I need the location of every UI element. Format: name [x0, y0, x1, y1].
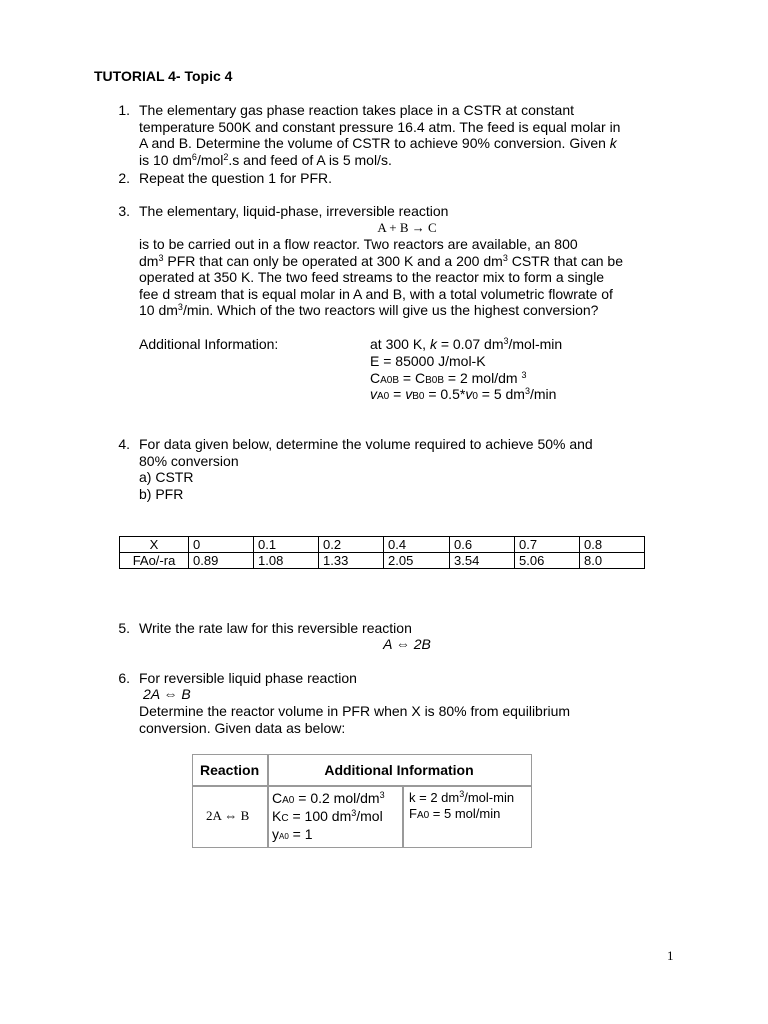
q6-text: Determine the reactor volume in PFR when X is 80% from equilibrium conversion. Given data as below: — [139, 703, 571, 736]
table-header-fao-ra: FAo/-ra — [120, 553, 189, 569]
q6-intro: For reversible liquid phase reaction — [139, 670, 357, 686]
q1-line2: temperature 500K and constant pressure 16.4 atm. The feed is equal molar in — [139, 118, 621, 135]
q5-number: 5. — [118, 620, 130, 636]
q1-text — [139, 102, 675, 168]
table-row — [120, 537, 645, 553]
document-title: TUTORIAL 4- Topic 4 — [94, 68, 233, 84]
q1-line3: A and B. Determine the volume of CSTR to achieve 90% conversion. Given k — [139, 135, 617, 151]
table-cell: 1.33 — [319, 553, 384, 569]
q4-text: For data given below, determine the volume required to achieve 50% and 80% conversion a) CSTR b) PFR — [139, 436, 675, 502]
q1-line4: is 10 $dm^6/mol^2.s$ and feed of A is 5 mol/s. — [139, 151, 392, 168]
box-kc: KC = 100 $dm^3$/mol — [272, 808, 383, 824]
q3-text: is to be carried out in a flow reactor. Two reactors are available, an 800 $dm^3$ PFR that can only be operated at 300 K and a 200 $dm^3$ CSTR that can be operated at 350 K. The two feed streams to the reactor mix to form a single fee d stream that is equal molar in A and B, with a total volumetric flowrate of 10 $dm^3/\min$. Which of the two reactors will give us the highest conversion? — [139, 236, 623, 318]
box-header-additional-info: Additional Information — [324, 762, 474, 778]
table-cell: 8.0 — [580, 553, 645, 569]
table-header-x: X — [120, 537, 189, 553]
q3-reaction: A + B → C — [377, 220, 437, 235]
q6-reaction: 2A ⇔ B — [143, 686, 191, 702]
box-ca0: CA0 = 0.2 mol/$dm^3$ — [272, 790, 385, 806]
q3-ai-flowrate: vA0 = vB0 = 0.5*v0 = 5 $dm^3/\min$ — [370, 386, 557, 402]
table-cell: 3.54 — [450, 553, 515, 569]
q2-text: Repeat the question 1 for PFR. — [139, 170, 332, 186]
table-cell: 0 — [189, 537, 254, 553]
q3-number: 3. — [118, 203, 130, 219]
table-cell: 0.2 — [319, 537, 384, 553]
q1-line1: The elementary gas phase reaction takes place in a CSTR at constant — [139, 102, 575, 118]
table-row — [120, 553, 645, 569]
table-cell: 0.1 — [254, 537, 319, 553]
q3-ai-activation-energy: E = 85000 J/mol-K — [370, 353, 486, 369]
box-header-reaction: Reaction — [200, 762, 260, 778]
q4-option-b: b) PFR — [139, 485, 184, 502]
table-cell: 0.7 — [515, 537, 580, 553]
table-cell: 0.89 — [189, 553, 254, 569]
q3-ai-rate-constant: at 300 K, k = 0.07 $dm^3/mol-\min$ — [370, 336, 563, 352]
table-cell: 0.8 — [580, 537, 645, 553]
box-fa0: FA0 = 5 mol/min — [409, 806, 501, 821]
table-cell: 0.4 — [384, 537, 450, 553]
q3-additional-info-label: Additional Information: — [139, 336, 279, 352]
table-cell: 5.06 — [515, 553, 580, 569]
q3-intro: The elementary, liquid-phase, irreversible reaction — [139, 203, 449, 219]
table-cell: 1.08 — [254, 553, 319, 569]
box-reaction: 2A ⇔ B — [206, 808, 250, 823]
q2-number: 2. — [118, 170, 130, 186]
q6-number: 6. — [118, 670, 130, 686]
q4-option-a: a) CSTR — [139, 469, 194, 485]
table-cell: 2.05 — [384, 553, 450, 569]
q4-number: 4. — [118, 436, 130, 452]
table-cell: 0.6 — [450, 537, 515, 553]
q3-ai-concentration: CA0B = CB0B = 2 mol/dm $^3$ — [370, 370, 527, 386]
page-number: 1 — [667, 948, 674, 963]
box-ya0: yA0 = 1 — [272, 826, 313, 842]
q5-text: Write the rate law for this reversible reaction — [139, 620, 412, 636]
q5-reaction: A ⇔ 2B — [383, 636, 431, 652]
q6-data-box — [192, 754, 532, 848]
q1-number: 1. — [118, 102, 130, 118]
box-k: k = 2 $dm^3/mol-\min$ — [409, 789, 515, 805]
q4-data-table — [119, 536, 645, 569]
